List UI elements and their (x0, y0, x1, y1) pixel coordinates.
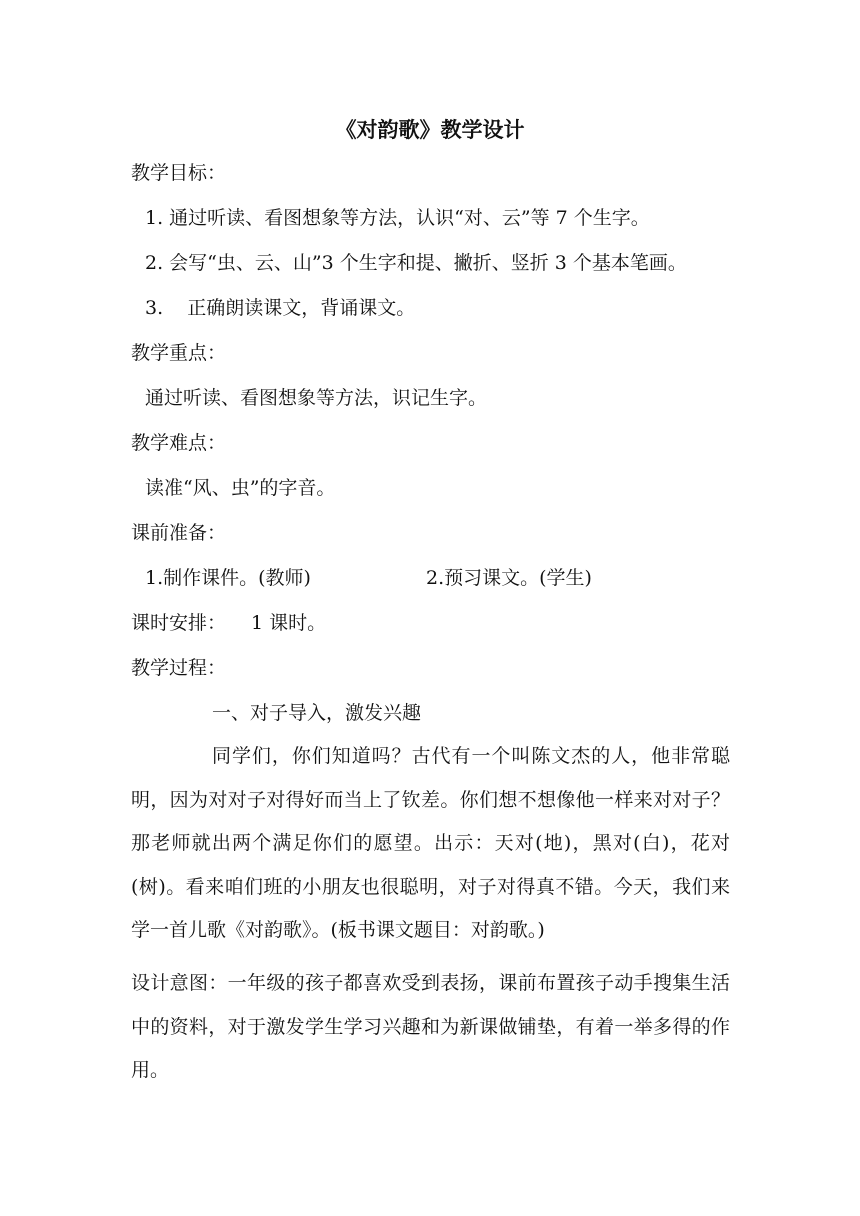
section-1-paragraph: 同学们，你们知道吗？古代有一个叫陈文杰的人，他非常聪明，因为对对子对得好而当上了钦差。你们想不想像他一样来对对子？那老师就出两个满足你们的愿望。出示：天对(地)，黑对(白)，花对(树)。看来咱们班的小朋友也很聪明，对子对得真不错。今天，我们来学一首儿歌《对韵歌》。(板书课文题目：对韵歌。) (131, 745, 730, 941)
difficulty-text: 读准“风、虫”的字音。 (145, 477, 336, 499)
prep-teacher: 1.制作课件。(教师) (145, 567, 311, 589)
key-heading: 教学重点： (131, 342, 227, 364)
goal-item-3: 3. 正确朗读课文，背诵课文。 (145, 297, 416, 319)
goal-item-2: 2. 会写“虫、云、山”3 个生字和提、撇折、竖折 3 个基本笔画。 (145, 252, 687, 274)
design-intent-paragraph: 设计意图：一年级的孩子都喜欢受到表扬，课前布置孩子动手搜集生活中的资料，对于激发学生学习兴趣和为新课做铺垫，有着一举多得的作用。 (131, 972, 730, 1081)
prep-student: 2.预习课文。(学生) (426, 567, 592, 589)
goal-item-1: 1. 通过听读、看图想象等方法，认识“对、云”等 7 个生字。 (145, 207, 650, 229)
section-1-heading: 一、对子导入，激发兴趣 (212, 702, 422, 724)
schedule-label: 课时安排： (131, 612, 227, 634)
difficulty-heading: 教学难点： (131, 432, 227, 454)
schedule-value: 1 课时。 (251, 612, 327, 634)
document-title: 《对韵歌》教学设计 (335, 117, 525, 142)
prep-heading: 课前准备： (131, 522, 227, 544)
key-text: 通过听读、看图想象等方法，识记生字。 (145, 387, 488, 409)
process-heading: 教学过程： (131, 657, 227, 679)
goals-heading: 教学目标： (131, 162, 227, 184)
